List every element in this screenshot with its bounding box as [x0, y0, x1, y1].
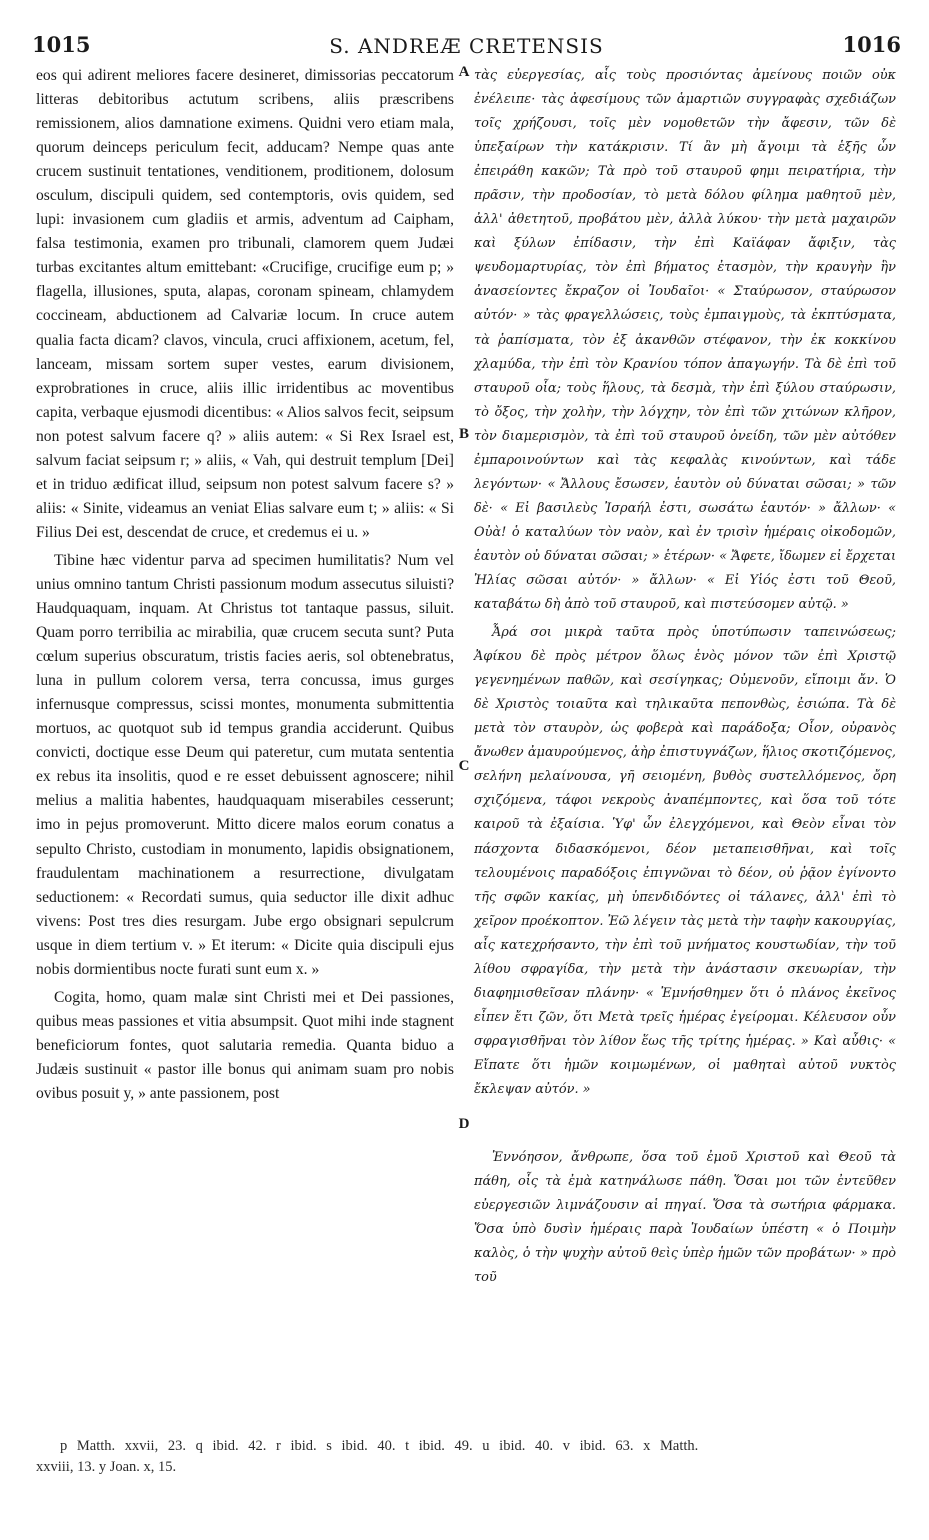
- margin-letter-d: D: [458, 1116, 470, 1132]
- margin-letter-a: A: [458, 64, 470, 80]
- page-header: [32, 32, 901, 62]
- latin-paragraph-1: eos qui adirent meliores facere desineret, dimissorias peccatorum litteras debitoribus actutum scribens, aliis præscribens remissionem, alios damnatione eximens. Quidni vero etiam mala, quorum deinceps periculum fecit, adducam? Nempe quas ante crucem sustinuit tentationes, venditionem, proditionem, dolosum osculum, discipuli quidem, sed contemptoris, ovis quidem, sed lupi: invasionem cum gladiis et armis, adventum ad Caipham, falsa testimonia, examen pro tribunali, clamorem quem Judæi turbas excitantes altum emittebant: «Crucifige, crucifige eum p; » flagella, illusiones, sputa, alapas, coronam spineam, chlamydem coccineam, abductionem ad Calvariæ locum. In cruce autem qualia facta dicam? clavos, vincula, cruci affixionem, acetum, fel, lanceam, missam sortem super vestes, earum divisionem, exprobrationes in cruce, aliis illic irridentibus ac moventibus capita, verbaque ejusmodi dicentibus: « Alios salvos fecit, seipsum non potest salvum facere q? » aliis autem: « Si Rex Israel est, salvum faciat seipsum r; » aliis, « Vah, qui destruit templum [Dei] et in triduo ædificat illud, seipsum non potest salvum facere s? » aliis: « Sinite, videamus an veniat Elias salvare eum t; » aliis: « Si Filius Dei est, descendat de cruce, et credemus ei u. »: [36, 67, 454, 541]
- greek-paragraph-3: Ἐννόησον, ἄνθρωπε, ὅσα τοῦ ἐμοῦ Χριστοῦ καὶ Θεοῦ τὰ πάθη, οἷς τὰ ἐμὰ κατηνάλωσε πάθη. Ὅσαι μοι τῶν ἐντεῦθεν εὐεργεσιῶν λιμνάζουσιν αἱ πηγαί. Ὅσα τὰ σωτήρια φάρμακα. Ὅσα ὑπὸ δυσὶν ἡμέραις παρὰ Ἰουδαίων ὑπέστη « ὁ Ποιμὴν καλὸς, ὁ τὴν ψυχὴν αὐτοῦ θεὶς ὑπὲρ ἡμῶν τῶν προβάτων· » πρὸ τοῦ: [474, 1150, 896, 1286]
- footnote-line-2: xxviii, 13. y Joan. x, 15.: [36, 1459, 177, 1475]
- greek-paragraph-2: Ἆρά σοι μικρὰ ταῦτα πρὸς ὑποτύπωσιν ταπεινώσεως; Ἀφίκου δὲ πρὸς μέτρον ὅλως ἑνὸς μόνον τῶν ἐπὶ Χριστῷ γεγενημένων παθῶν, καὶ σεσίγηκας; Οὐμενοῦν, εἴποιμι ἄν. Ὁ δὲ Χριστὸς τοιαῦτα καὶ τηλικαῦτα πεπονθὼς, ἐσιώπα. Τὰ δὲ μετὰ τὸν σταυρὸν, ὡς φοβερὰ καὶ παράδοξα; Οἷον, οὐρανὸς ἄνωθεν ἀμαυρούμενος, ἀὴρ ἐπιστυγνάζων, ἥλιος σκοτιζόμενος, σελήνη μελαίνουσα, γῆ σειομένη, βυθὸς συστελλόμενος, ὄρη σχιζόμενα, τάφοι νεκροὺς ἀναπέμποντες, καὶ ὅσα τοῦ τότε καιροῦ τὰ ἐξαίσια. Ὑφ' ὧν ἐλεγχόμενοι, καὶ Θεὸν εἶναι τὸν πάσχοντα διδασκόμενοι, δέον μεταπεισθῆναι, καὶ τοῖς τελουμένοις παραδόξοις ἐπιγνῶναι τὸ δέον, οὐ ῥᾷον ἐγίνοντο τῆς σφῶν κακίας, μὴ ὑπενδιδόντες οἱ τάλανες, ἀλλ' ἐπὶ τὸ χεῖρον προέκοπτον. Ἐῶ λέγειν τὰς μετὰ τὴν ταφὴν κακουργίας, αἷς κατεχρήσαντο, τὴν ἐπὶ τοῦ μνήματος κουστωδίαν, τὴν τοῦ λίθου σφραγίδα, τὴν μετὰ τὴν ἀνάστασιν σκευωρίαν, τὴν διαφημισθεῖσαν πλάνην· « Ἐμνήσθημεν ὅτι ὁ πλάνος ἐκεῖνος εἶπεν ἔτι ζῶν, ὅτι Μετὰ τρεῖς ἡμέρας ἐγείρομαι. Κέλευσον οὖν σφραγισθῆναι τὸν λίθον ἕως τῆς τρίτης ἡμέρας. » Καὶ αὖθις· « Εἴπατε ὅτι ἡμῶν κοιμωμένων, οἱ μαθηταὶ αὐτοῦ νυκτὸς ἔκλεψαν αὐτόν. »: [474, 625, 896, 1097]
- greek-gap: [474, 1102, 896, 1146]
- page-number-right: 1016: [842, 32, 901, 57]
- footnotes: [36, 1436, 901, 1478]
- footnote-line-1: p Matth. xxvii, 23. q ibid. 42. r ibid. s ibid. 40. t ibid. 49. u ibid. 40. v ibid. 63. x Matth.: [60, 1438, 699, 1454]
- margin-letter-b: B: [458, 426, 469, 442]
- running-head-title: S. ANDREÆ CRETENSIS: [329, 34, 604, 58]
- margin-letter-c: C: [458, 758, 470, 774]
- page-number-left: 1015: [32, 32, 91, 57]
- latin-paragraph-3: Cogita, homo, quam malæ sint Christi mei et Dei passiones, quibus meas passiones et vitia absumpsit. Quot mihi inde stagnent beneficiorum fontes, quot salutaria remedia. Quanta biduo a Judæis sustinuit « pastor ille bonus qui animam suam pro nobis ovibus posuit y, » ante passionem, post: [36, 988, 454, 1102]
- latin-column: [36, 64, 454, 1106]
- greek-paragraph-1: τὰς εὐεργεσίας, αἷς τοὺς προσιόντας ἀμείνους ποιῶν οὐκ ἐνέλειπε· τὰς ἀφεσίμους τῶν ἁμαρτιῶν συγγραφὰς σχεδιάζων τοῖς χρήζουσι, τοῖς μὲν νομοθετῶν τὴν ἄφεσιν, τῶν δὲ ὑπεξαίρων τὴν κατάκρισιν. Τί ἂν μὴ ἄγοιμι τὰ ἑξῆς ὧν ἐπειράθη κακῶν; Τὰ πρὸ τοῦ σταυροῦ φημι πειρατήρια, τὴν πρᾶσιν, τὴν προδοσίαν, τὸ μετὰ δόλου φίλημα μαθητοῦ μὲν, ἀλλ' ἀθετητοῦ, προβάτου μὲν, ἀλλὰ λύκου· τὴν μετὰ μαχαιρῶν καὶ ξύλων ἐπίδασιν, τὴν ἐπὶ Καϊάφαν ἄφιξιν, τὰς ψευδομαρτυρίας, τὸν ἐπὶ βήματος ἐτασμὸν, τὴν κραυγὴν ἣν ἀνασείοντες ἔκραζον οἱ Ἰουδαῖοι· « Σταύρωσον, σταύρωσον αὐτόν· » τὰς φραγελλώσεις, τοὺς ἐμπαιγμοὺς, τὰ ἐκπτύσματα, τὰ ῥαπίσματα, τὸν ἐξ ἀκανθῶν στέφανον, τὴν ἐκ κοκκίνου χλαμύδα, τὴν ἐπὶ τὸν Κρανίου τόπον ἀπαγωγήν. Τὰ δὲ ἐπὶ τοῦ σταυροῦ οἷα; τοὺς ἥλους, τὰ δεσμὰ, τὴν ἐπὶ ξύλου σταύρωσιν, τὸ ὄξος, τὴν χολὴν, τὴν λόγχην, τὸν ἐπὶ τῶν χιτώνων κλῆρον, τὸν διαμερισμὸν, τὰ ἐπὶ τοῦ σταυροῦ ὀνείδη, τῶν μὲν αὐτόθεν ἐμπαροινούντων καὶ τὰς κεφαλὰς κινούντων, καὶ τάδε λεγόντων· « Ἄλλους ἔσωσεν, ἑαυτὸν οὐ δύναται σῶσαι; » τῶν δὲ· « Εἰ βασιλεὺς Ἰσραήλ ἐστι, σωσάτω ἑαυτόν· » ἄλλων· « Οὐὰ! ὁ καταλύων τὸν ναὸν, καὶ ἐν τρισὶν ἡμέραις οἰκοδομῶν, ἑαυτὸν οὐ δύναται σῶσαι; » ἑτέρων· « Ἄφετε, ἴδωμεν εἰ ἔρχεται Ἠλίας σῶσαι αὐτόν· » ἄλλων· « Εἰ Υἱός ἐστι τοῦ Θεοῦ, καταβάτω δὴ ἀπὸ τοῦ σταυροῦ, καὶ πιστεύσομεν αὐτῷ. »: [474, 68, 896, 613]
- latin-paragraph-2: Tibine hæc videntur parva ad specimen humilitatis? Num vel unius omnino tantum Christi passionum modum assecutus siluisti? Haudquaquam, inquam. At Christus tot tantaque passus, siluit. Quam porro terribilia ac mirabilia, quæ crucem secuta sunt? Puta cœlum superius obscuratum, tristis facies aeris, sol obtenebratus, luna in pullum colorem versa, terra concussa, imus gurges infernusque compressus, scissi montes, monumenta submittentia mortuos, ac quotquot sub id tempus grandia acciderunt. Quibus convicti, doctique esse Deum qui pateretur, cum mutata sententia ex rebus ita insolitis, quod e re esset debuissent agnoscere; nihil melius a malitia habentes, haudquaquam miserabiles cesserunt; imo in pejus promoverunt. Mitto dicere malos eorum conatus a sepulto Christo, custodiam in monumento, lapidis obsignationem, fraudulentam machinationem a resurrectione, divulgatam seductionem: « Recordati sumus, quia seductor ille dixit adhuc vivens: Post tres dies resurgam. Jube ergo obsignari sepulcrum usque in diem tertium v. » Et iterum: « Dicite quia discipuli ejus nobis dormientibus nocte furati sunt eum x. »: [36, 551, 454, 978]
- greek-column: [474, 64, 896, 1290]
